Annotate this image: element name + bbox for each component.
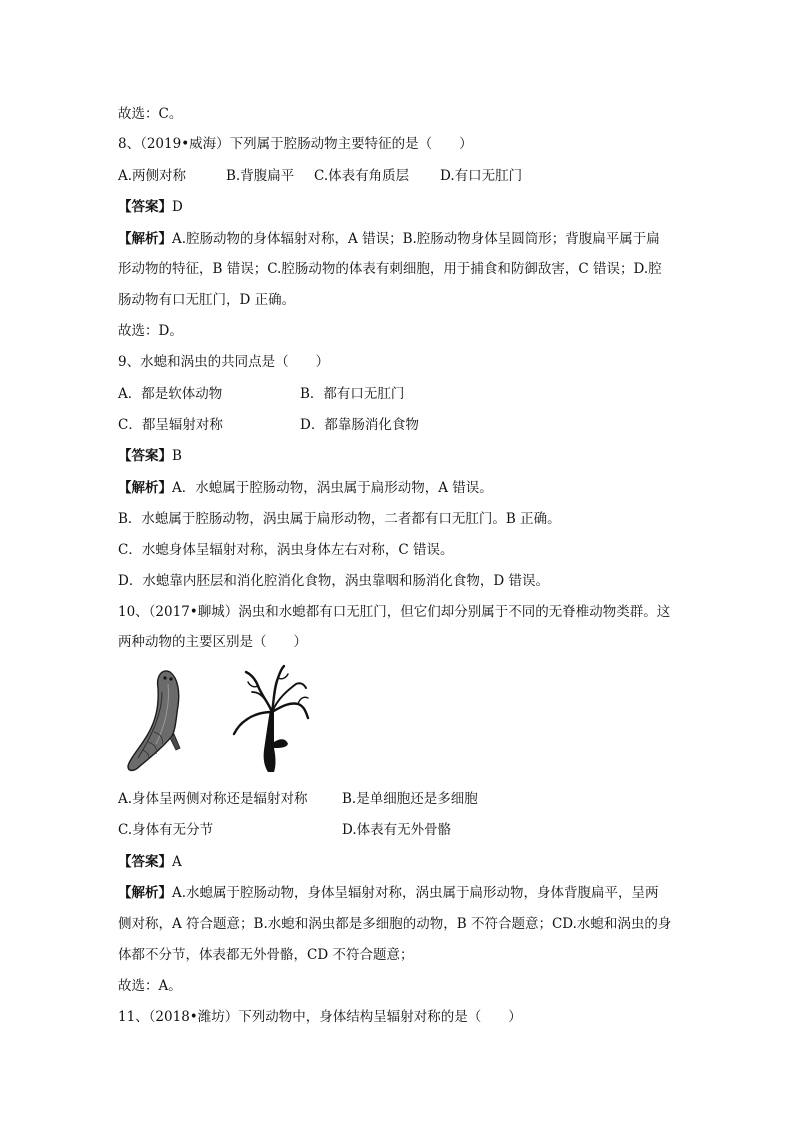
q9-option-b: B．都有口无肛门 [300, 386, 405, 402]
explanation-9-line-3: C．水螅身体呈辐射对称，涡虫身体左右对称，C 错误。 [118, 542, 454, 558]
answer-tag: 【答案】 [118, 854, 172, 870]
explanation-9-line-1 [118, 478, 493, 498]
q10-option-d: D.体表有无外骨骼 [342, 822, 452, 838]
q8-option-a: A.两侧对称 [118, 168, 187, 184]
hydra-figure [234, 666, 308, 772]
selection-line: 故选：D。 [118, 323, 183, 339]
answer-value: D [172, 199, 183, 215]
explanation-8-line-1 [118, 229, 660, 249]
q9-option-a: A．都是软体动物 [118, 386, 223, 402]
explanation-8-line-3: 肠动物有口无肛门，D 正确。 [118, 292, 296, 308]
answer-8 [118, 197, 183, 217]
q8-option-c: C.体表有角质层 [314, 168, 410, 184]
answer-tag: 【答案】 [118, 199, 172, 215]
answer-value: B [172, 448, 182, 464]
selection-line: 故选：C。 [118, 106, 183, 122]
q8-option-b: B.背腹扁平 [226, 168, 295, 184]
question-8: 8、（2019•威海）下列属于腔肠动物主要特征的是（ ） [118, 136, 473, 152]
animal-figures [118, 662, 318, 780]
explanation-tag: 【解析】 [118, 231, 172, 247]
planarian-figure [128, 671, 180, 771]
answer-10 [118, 852, 182, 872]
question-11: 11、（2018•潍坊）下列动物中，身体结构呈辐射对称的是（ ） [118, 1009, 522, 1025]
explanation-10-line-3: 体都不分节，体表都无外骨骼，CD 不符合题意； [118, 947, 414, 963]
q10-option-c: C.身体有无分节 [118, 822, 214, 838]
explanation-10-line-1 [118, 883, 659, 903]
q8-option-d: D.有口无肛门 [440, 168, 523, 184]
answer-value: A [172, 854, 182, 870]
q9-option-d: D．都靠肠消化食物 [300, 417, 419, 433]
q9-option-c: C．都呈辐射对称 [118, 417, 223, 433]
explanation-text: A.水螅属于腔肠动物，身体呈辐射对称，涡虫属于扁形动物，身体背腹扁平，呈两 [172, 885, 659, 901]
explanation-10-line-2: 侧对称，A 符合题意；B.水螅和涡虫都是多细胞的动物，B 不符合题意；CD.水螅和涡虫的身 [118, 916, 672, 932]
explanation-text: A.腔肠动物的身体辐射对称，A 错误；B.腔肠动物身体呈圆筒形；背腹扁平属于扁 [172, 231, 660, 247]
question-10-line-2: 两种动物的主要区别是（ ） [118, 634, 307, 650]
explanation-tag: 【解析】 [118, 480, 172, 496]
selection-line: 故选：A。 [118, 978, 182, 994]
explanation-9-line-4: D．水螅靠内胚层和消化腔消化食物，涡虫靠咽和肠消化食物，D 错误。 [118, 573, 549, 589]
q10-option-a: A.身体呈两侧对称还是辐射对称 [118, 791, 308, 807]
q10-option-b: B.是单细胞还是多细胞 [342, 791, 478, 807]
explanation-9-line-2: B．水螅属于腔肠动物，涡虫属于扁形动物，二者都有口无肛门。B 正确。 [118, 511, 561, 527]
explanation-text: A．水螅属于腔肠动物，涡虫属于扁形动物，A 错误。 [172, 480, 493, 496]
question-10-line-1: 10、（2017•聊城）涡虫和水螅都有口无肛门，但它们却分别属于不同的无脊椎动物类群。这 [118, 604, 671, 620]
answer-9 [118, 446, 182, 466]
explanation-8-line-2: 形动物的特征，B 错误；C.腔肠动物的体表有刺细胞，用于捕食和防御敌害，C 错误；D.腔 [118, 261, 662, 277]
question-9: 9、水螅和涡虫的共同点是（ ） [118, 354, 330, 370]
answer-tag: 【答案】 [118, 448, 172, 464]
explanation-tag: 【解析】 [118, 885, 172, 901]
figure-area [118, 662, 318, 780]
